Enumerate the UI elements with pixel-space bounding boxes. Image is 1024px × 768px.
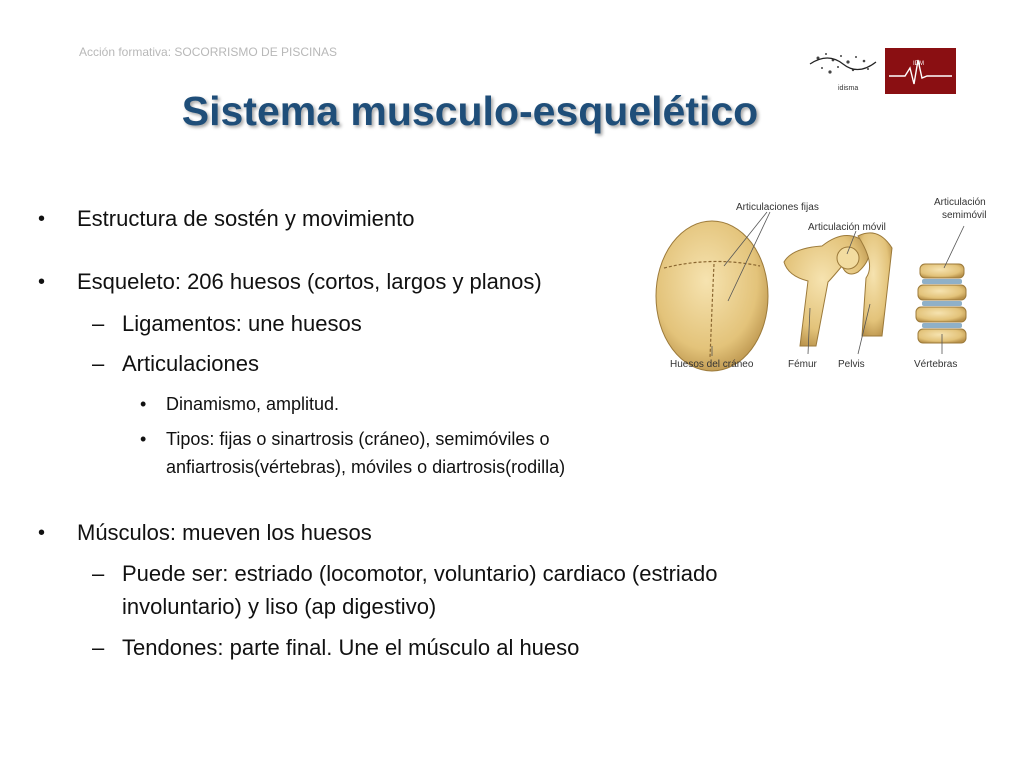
course-label: Acción formativa: SOCORRISMO DE PISCINAS	[79, 45, 338, 59]
slide-title: Sistema musculo-esquelético	[181, 88, 759, 134]
label-skull-bones: Huesos del cráneo	[670, 359, 754, 370]
label-semimobile-line1: Articulación	[934, 197, 986, 208]
label-mobile-joint: Articulación móvil	[808, 222, 886, 233]
sub-sub-bullet-dynamism: Dinamismo, amplitud.	[166, 394, 340, 414]
bullet-marker: •	[140, 394, 147, 414]
bullet-marker: •	[38, 271, 46, 293]
dash-marker: –	[92, 561, 105, 586]
vertebrae-illustration	[916, 264, 966, 343]
logo-left-text: idisma	[838, 85, 859, 92]
logo-right-text: IDM	[913, 61, 924, 67]
dash-marker: –	[92, 351, 105, 376]
sub-sub-bullet-types-line1: Tipos: fijas o sinartrosis (cráneo), semimóviles o	[166, 429, 550, 449]
label-fixed-joints: Articulaciones fijas	[736, 202, 819, 213]
hip-joint-illustration	[784, 233, 892, 346]
skeleton-joints-figure	[652, 186, 1002, 376]
dash-marker: –	[92, 635, 105, 660]
label-semimobile-line2: semimóvil	[942, 210, 987, 221]
sub-bullet-tendons: Tendones: parte final. Une el músculo al hueso	[122, 635, 580, 660]
sub-sub-bullet-types-line2: anfiartrosis(vértebras), móviles o diartrosis(rodilla)	[166, 457, 566, 477]
label-pelvis: Pelvis	[838, 359, 865, 370]
bullet-skeleton: Esqueleto: 206 huesos (cortos, largos y planos)	[77, 269, 542, 294]
dash-marker: –	[92, 311, 105, 336]
bullet-muscles: Músculos: mueven los huesos	[77, 520, 372, 545]
sub-bullet-joints: Articulaciones	[122, 351, 259, 376]
sub-bullet-ligaments: Ligamentos: une huesos	[122, 311, 362, 336]
bullet-marker: •	[38, 522, 46, 544]
bullet-marker: •	[140, 429, 147, 449]
bullet-structure: Estructura de sostén y movimiento	[77, 206, 415, 231]
bullet-marker: •	[38, 208, 46, 230]
label-femur: Fémur	[788, 359, 817, 370]
label-vertebrae: Vértebras	[914, 359, 958, 370]
sub-bullet-muscle-types-line2: involuntario) y liso (ap digestivo)	[122, 594, 437, 619]
sub-bullet-muscle-types-line1: Puede ser: estriado (locomotor, voluntario) cardiaco (estriado	[122, 561, 718, 586]
